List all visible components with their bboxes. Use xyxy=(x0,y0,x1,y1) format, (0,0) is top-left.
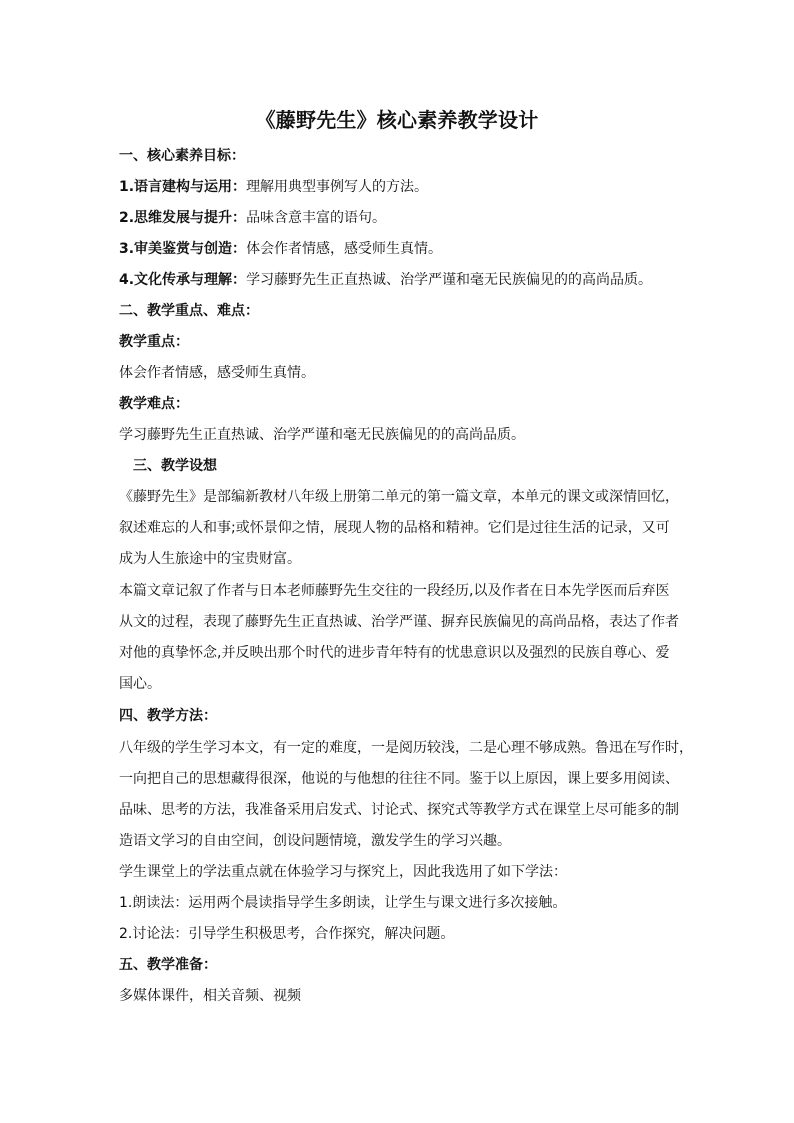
paragraph-line: 《藤野先生》是部编新教材八年级上册第二单元的第一篇文章，本单元的课文或深情回忆， xyxy=(119,489,679,505)
learning-method-intro: 学生课堂上的学法重点就在体验学习与探究上，因此我选用了如下学法： xyxy=(119,864,567,880)
section-2-heading: 二、教学重点、难点： xyxy=(119,303,259,319)
section-5-heading: 五、教学准备： xyxy=(119,957,217,973)
document-title: 《藤野先生》核心素养教学设计 xyxy=(255,108,539,132)
paragraph-line: 本篇文章记叙了作者与日本老师藤野先生交往的一段经历,以及作者在日本先学医而后弃医 xyxy=(119,583,670,599)
learning-method-2: 2.讨论法：引导学生积极思考，合作探究，解决问题。 xyxy=(119,926,455,942)
goal-item-2 xyxy=(119,208,386,228)
section-3-heading: 三、教学设想 xyxy=(133,458,217,474)
goal-label: 2.思维发展与提升： xyxy=(119,210,247,226)
goal-item-4 xyxy=(119,270,652,290)
paragraph-line: 一向把自己的思想藏得很深，他说的与他想的往往不同。鉴于以上原因，课上要多用阅读、 xyxy=(119,771,679,787)
teaching-idea-paragraph-2 xyxy=(119,576,691,700)
paragraph-line: 叙述难忘的人和事;或怀景仰之情，展现人物的品格和精神。它们是过往生活的记录，又可 xyxy=(119,520,670,536)
goal-item-3 xyxy=(119,239,442,259)
paragraph-line: 品味、思考的方法，我准备采用启发式、讨论式、探究式等教学方式在课堂上尽可能多的制 xyxy=(119,802,679,818)
goal-label: 1.语言建构与运用： xyxy=(119,179,247,195)
difficult-point-label: 教学难点： xyxy=(119,396,189,412)
preparation-text: 多媒体课件，相关音频、视频 xyxy=(119,988,301,1004)
goal-text: 品味含意丰富的语句。 xyxy=(246,210,387,226)
goal-text: 学习藤野先生正直热诚、治学严谨和毫无民族偏见的的高尚品质。 xyxy=(246,272,653,288)
paragraph-line: 成为人生旅途中的宝贵财富。 xyxy=(119,551,301,567)
key-point-label: 教学重点： xyxy=(119,334,189,350)
teaching-method-paragraph xyxy=(119,733,691,857)
paragraph-line: 造语文学习的自由空间，创设问题情境，激发学生的学习兴趣。 xyxy=(119,833,511,849)
paragraph-line: 八年级的学生学习本文，有一定的难度，一是阅历较浅，二是心理不够成熟。鲁迅在写作时， xyxy=(119,740,693,756)
goal-label: 4.文化传承与理解： xyxy=(119,272,247,288)
paragraph-line: 国心。 xyxy=(119,676,161,692)
goal-text: 理解用典型事例写人的方法。 xyxy=(246,179,429,195)
paragraph-line: 从文的过程，表现了藤野先生正直热诚、治学严谨、摒弃民族偏见的高尚品格，表达了作者 xyxy=(119,614,679,630)
learning-method-1: 1.朗读法：运用两个晨读指导学生多朗读，让学生与课文进行多次接触。 xyxy=(119,895,567,911)
section-1-heading: 一、核心素养目标： xyxy=(119,148,245,164)
difficult-point-text: 学习藤野先生正直热诚、治学严谨和毫无民族偏见的的高尚品质。 xyxy=(119,427,525,443)
paragraph-line: 对他的真挚怀念,并反映出那个时代的进步青年特有的忧患意识以及强烈的民族自尊心、爱 xyxy=(119,645,670,661)
goal-item-1 xyxy=(119,177,428,197)
section-4-heading: 四、教学方法： xyxy=(119,708,217,724)
teaching-idea-paragraph-1 xyxy=(119,482,691,575)
goal-label: 3.审美鉴赏与创造： xyxy=(119,241,247,257)
goal-text: 体会作者情感，感受师生真情。 xyxy=(246,241,443,257)
key-point-text: 体会作者情感，感受师生真情。 xyxy=(119,365,315,381)
